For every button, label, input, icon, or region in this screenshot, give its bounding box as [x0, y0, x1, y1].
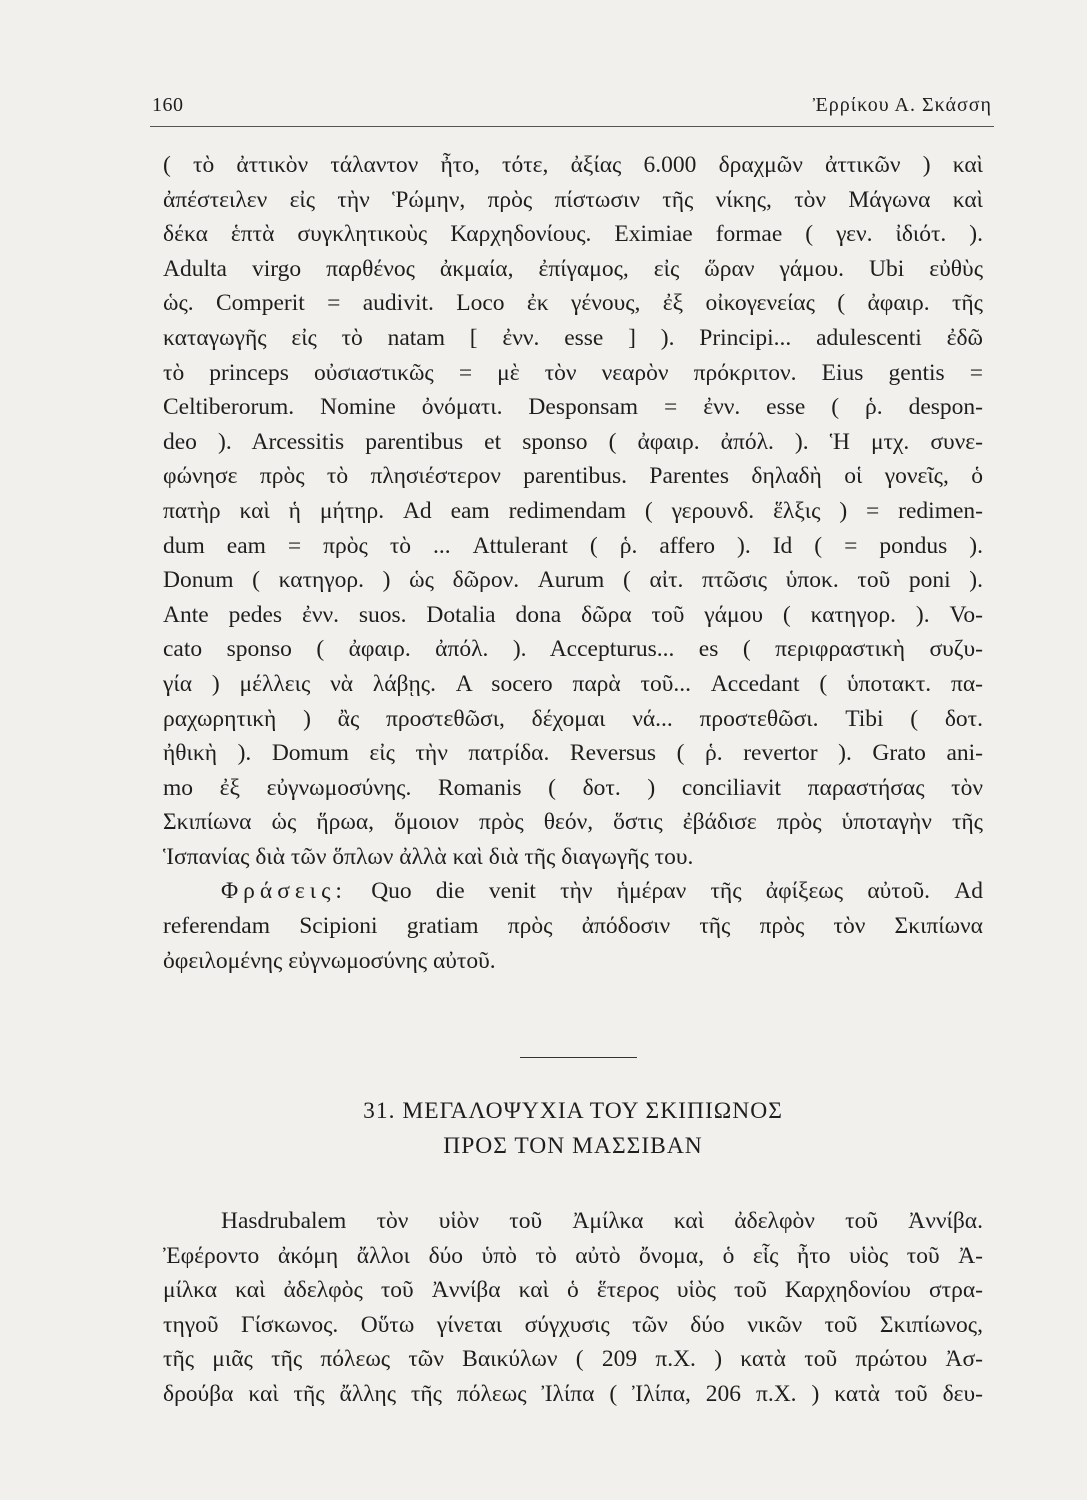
text-line: Celtiberorum. Nomine ὀνόματι. Desponsam = ἐνν. esse ( ῥ. despon-	[163, 394, 983, 421]
text-line: φώνησε πρὸς τὸ πλησιέστερον parentibus. Parentes δηλαδὴ οἱ γονεῖς, ὁ	[163, 463, 983, 490]
section-body	[163, 1204, 983, 1412]
page-number: 160	[152, 94, 184, 116]
text-line: cato sponso ( ἀφαιρ. ἀπόλ. ). Accepturus... es ( περιφραστικὴ συζυ-	[163, 636, 983, 663]
text-line: deo ). Arcessitis parentibus et sponso ( ἀφαιρ. ἀπόλ. ). Ἡ μτχ. συνε-	[163, 428, 983, 455]
text-line: τὸ princeps οὐσιαστικῶς = μὲ τὸν νεαρὸν πρόκριτον. Eius gentis =	[163, 359, 983, 386]
page-header	[150, 92, 994, 127]
text-line: Ante pedes ἐνν. suos. Dotalia dona δῶρα τοῦ γάμου ( κατηγορ. ). Vo-	[163, 601, 983, 628]
text-line: Ἐφέροντο ἀκόμη ἄλλοι δύο ὑπὸ τὸ αὐτὸ ὄνομα, ὁ εἷς ἦτο υἱὸς τοῦ Ἀ-	[163, 1242, 983, 1269]
text-line: δρούβα καὶ τῆς ἄλλης τῆς πόλεως Ἰλίπα ( Ἰλίπα, 206 π.Χ. ) κατὰ τοῦ δευ-	[163, 1380, 983, 1407]
text-line: ( τὸ ἀττικὸν τάλαντον ἦτο, τότε, ἀξίας 6.000 δραχμῶν ἀττικῶν ) καὶ	[163, 152, 983, 178]
text-line: τῆς μιᾶς τῆς πόλεως τῶν Βαικύλων ( 209 π.Χ. ) κατὰ τοῦ πρώτου Ἀσ-	[163, 1346, 983, 1373]
glossary-notes	[163, 148, 983, 978]
text-line: γία ) μέλλεις νὰ λάβῃς. A socero παρὰ τοῦ... Accedant ( ὑποτακτ. πα-	[163, 670, 983, 697]
text-line: Ἱσπανίας διὰ τῶν ὅπλων ἀλλὰ καὶ διὰ τῆς διαγωγῆς του.	[163, 843, 694, 870]
text-line: dum eam = πρὸς τὸ ... Attulerant ( ῥ. affero ). Id ( = pondus ).	[163, 532, 983, 559]
text-line: Adulta virgo παρθένος ἀκμαία, ἐπίγαμος, εἰς ὥραν γάμου. Ubi εὐθὺς	[163, 255, 983, 282]
section-title-line: ΠΡΟΣ ΤΟΝ ΜΑΣΣΙΒΑΝ	[443, 1132, 703, 1159]
text-line: ἠθικὴ ). Domum εἰς τὴν πατρίδα. Reversus ( ῥ. revertor ). Grato ani-	[163, 740, 983, 767]
section-divider	[520, 1057, 637, 1058]
section-title-line: 31. ΜΕΓΑΛΟΨΥΧΙΑ ΤΟΥ ΣΚΙΠΙΩΝΟΣ	[363, 1098, 783, 1124]
phrases-text: Quo die venit τὴν ἡμέραν τῆς ἀφίξεως αὐτοῦ. Ad	[371, 878, 983, 905]
text-line: ὀφειλομένης εὐγνωμοσύνης αὐτοῦ.	[163, 947, 496, 974]
text-line: ὡς. Comperit = audivit. Loco ἐκ γένους, ἐξ οἰκογενείας ( ἀφαιρ. τῆς	[163, 290, 983, 317]
text-line: μίλκα καὶ ἀδελφὸς τοῦ Ἀννίβα καὶ ὁ ἕτερος υἱὸς τοῦ Καρχηδονίου στρα-	[163, 1277, 983, 1304]
running-head: Ἐρρίκου Α. Σκάσση	[812, 94, 992, 116]
text-line: referendam Scipioni gratiam πρὸς ἀπόδοσιν τῆς πρὸς τὸν Σκιπίωνα	[163, 913, 983, 940]
text-line: mo ἐξ εὐγνωμοσύνης. Romanis ( δοτ. ) conciliavit παραστήσας τὸν	[163, 774, 983, 801]
phrases-line	[163, 874, 983, 909]
text-line: ἀπέστειλεν εἰς τὴν Ῥώμην, πρὸς πίστωσιν τῆς νίκης, τὸν Μάγωνα καὶ	[163, 186, 983, 213]
text-line: δέκα ἑπτὰ συγκλητικοὺς Καρχηδονίους. Eximiae formae ( γεν. ἰδιότ. ).	[163, 221, 983, 248]
text-line: Σκιπίωνα ὡς ἥρωα, ὅμοιον πρὸς θεόν, ὅστις ἐβάδισε πρὸς ὑποταγὴν τῆς	[163, 809, 983, 836]
text-line: Donum ( κατηγορ. ) ὡς δῶρον. Aurum ( αἰτ. πτῶσις ὑποκ. τοῦ poni ).	[163, 567, 983, 594]
text-line: καταγωγῆς εἰς τὸ natam [ ἐνν. esse ] ). Principi... adulescenti ἐδῶ	[163, 324, 983, 351]
section-heading	[163, 1094, 983, 1163]
phrases-label: Φράσεις:	[221, 878, 347, 905]
text-line: Hasdrubalem τὸν υἱὸν τοῦ Ἀμίλκα καὶ ἀδελφὸν τοῦ Ἀννίβα.	[221, 1208, 983, 1234]
text-line: τηγοῦ Γίσκωνος. Οὕτω γίνεται σύγχυσις τῶν δύο νικῶν τοῦ Σκιπίωνος,	[163, 1311, 983, 1338]
text-line: ραχωρητικὴ ) ἂς προστεθῶσι, δέχομαι νά... προστεθῶσι. Tibi ( δοτ.	[163, 705, 983, 732]
text-line: πατὴρ καὶ ἡ μήτηρ. Ad eam redimendam ( γερουνδ. ἕλξις ) = redimen-	[163, 497, 983, 524]
